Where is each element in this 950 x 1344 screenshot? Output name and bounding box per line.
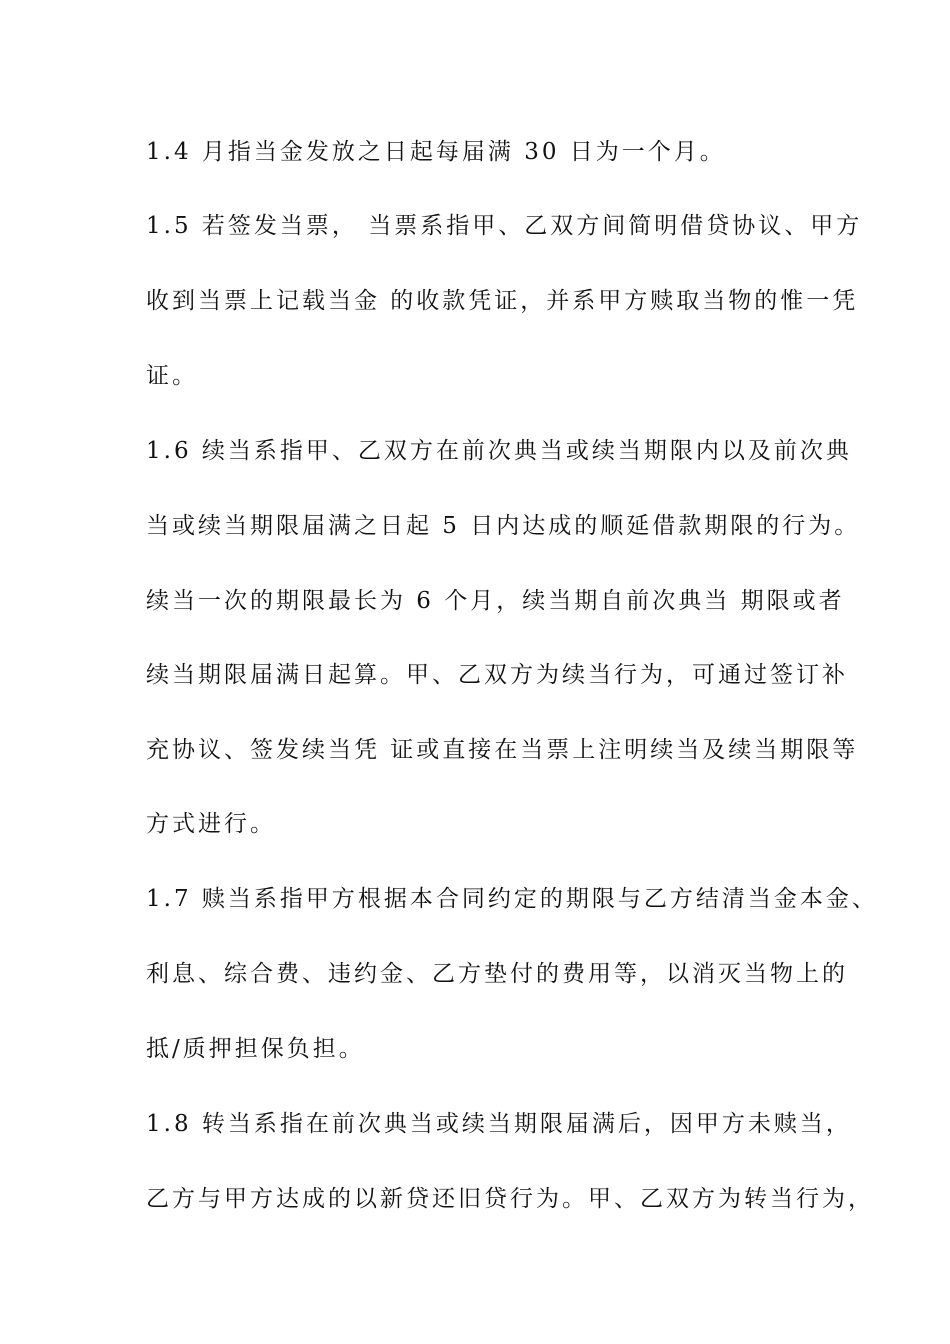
text-line: 收到当票上记载当金 的收款凭证，并系甲方赎取当物的惟一凭 bbox=[146, 288, 859, 314]
text-line: 续当期限届满日起算。甲、乙双方为续当行为，可通过签订补 bbox=[146, 662, 848, 688]
text-line: 1.6 续当系指甲、乙双方在前次典当或续当期限内以及前次典 bbox=[146, 438, 852, 464]
text-line: 充协议、签发续当凭 证或直接在当票上注明续当及续当期限等 bbox=[146, 737, 859, 763]
text-line: 续当一次的期限最长为 6 个月，续当期自前次典当 期限或者 bbox=[146, 588, 845, 614]
text-line: 1.7 赎当系指甲方根据本合同约定的期限与乙方结清当金本金、 bbox=[146, 886, 878, 912]
text-line: 乙方与甲方达成的以新贷还旧贷行为。甲、乙双方为转当行为， bbox=[146, 1186, 874, 1212]
text-line: 证。 bbox=[146, 363, 198, 389]
text-line: 方式进行。 bbox=[146, 811, 276, 837]
text-line: 抵/质押担保负担。 bbox=[146, 1036, 365, 1062]
text-line: 当或续当期限届满之日起 5 日内达成的顺延借款期限的行为。 bbox=[146, 513, 861, 539]
text-line: 利息、综合费、违约金、乙方垫付的费用等，以消灭当物上的 bbox=[146, 961, 848, 987]
text-line: 1.4 月指当金发放之日起每届满 30 日为一个月。 bbox=[146, 139, 726, 165]
text-line: 1.8 转当系指在前次典当或续当期限届满后，因甲方未赎当， bbox=[146, 1111, 852, 1137]
text-line: 1.5 若签发当票， 当票系指甲、乙双方间简明借贷协议、甲方 bbox=[146, 213, 863, 239]
